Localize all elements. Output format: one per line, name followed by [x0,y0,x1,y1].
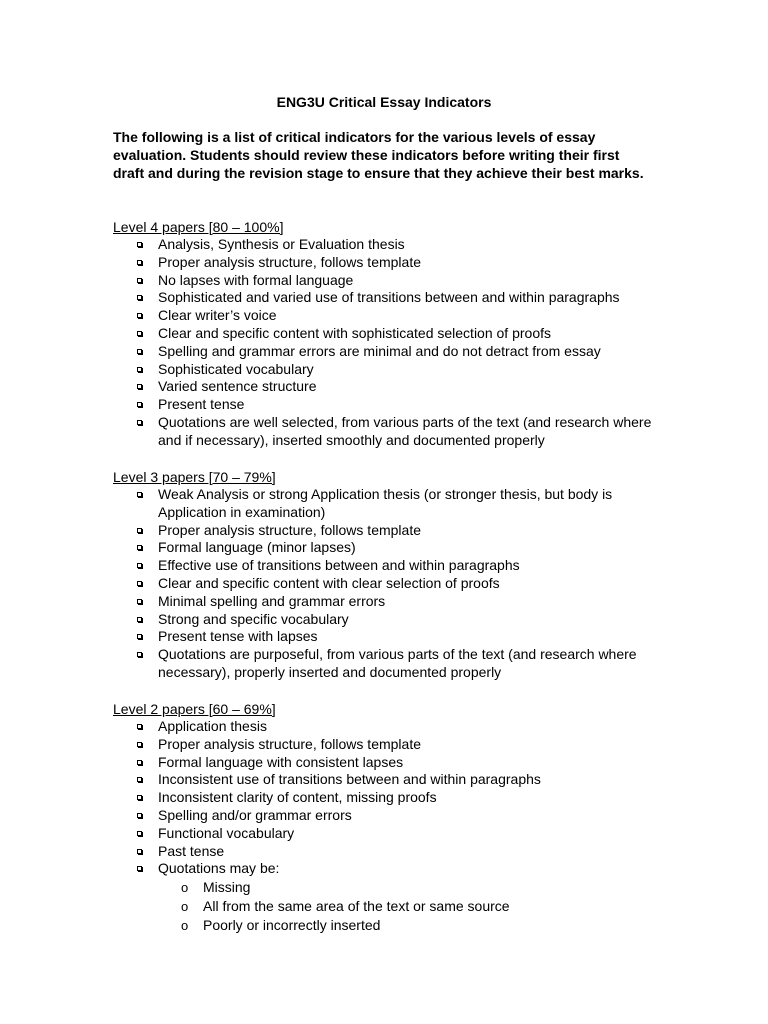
list-item: Inconsistent clarity of content, missing proofs [113,789,673,807]
list-item: Strong and specific vocabulary [113,611,673,629]
square-bullet-icon [137,866,142,871]
square-bullet-icon [137,581,142,586]
list-item: Analysis, Synthesis or Evaluation thesis [113,236,673,254]
list-item: Weak Analysis or strong Application thesis (or stronger thesis, but body is Application in examination) [113,486,673,522]
square-bullet-icon [137,849,142,854]
list-item: Quotations are purposeful, from various parts of the text (and research where necessary), properly inserted and documented properly [113,646,673,682]
intro-paragraph: The following is a list of critical indicators for the various levels of essay evaluation. Students should review these indicators before writing their first draft and during the revision stage to ensure that they achieve their best marks. [113,129,644,181]
square-bullet-icon [137,599,142,604]
list-item: Varied sentence structure [113,378,673,396]
indicator-list [113,486,673,682]
square-bullet-icon [137,313,142,318]
square-bullet-icon [137,760,142,765]
list-item: Present tense with lapses [113,628,673,646]
circle-bullet-icon: o [181,880,189,896]
list-item: Formal language with consistent lapses [113,754,673,772]
square-bullet-icon [137,634,142,639]
square-bullet-icon [137,402,142,407]
list-item: Proper analysis structure, follows template [113,522,673,540]
square-bullet-icon [137,384,142,389]
list-item: Past tense [113,843,673,861]
section-level-3 [113,468,673,682]
sub-list-item: o Missing [181,879,251,896]
list-item: No lapses with formal language [113,272,673,290]
sub-list-item: o Poorly or incorrectly inserted [181,917,381,934]
circle-bullet-icon: o [181,899,189,915]
list-item: Sophisticated vocabulary [113,361,673,379]
square-bullet-icon [137,349,142,354]
section-heading: Level 3 papers [70 – 79%] [113,469,276,485]
list-item: Proper analysis structure, follows template [113,736,673,754]
page-title: ENG3U Critical Essay Indicators [276,94,492,110]
square-bullet-icon [137,545,142,550]
square-bullet-icon [137,652,142,657]
list-item: Proper analysis structure, follows template [113,254,673,272]
square-bullet-icon [137,563,142,568]
square-bullet-icon [137,242,142,247]
square-bullet-icon [137,260,142,265]
list-item: Clear writer’s voice [113,307,673,325]
list-item: Inconsistent use of transitions between and within paragraphs [113,771,673,789]
square-bullet-icon [137,777,142,782]
square-bullet-icon [137,331,142,336]
square-bullet-icon [137,831,142,836]
list-item: Quotations are well selected, from various parts of the text (and research where and if necessary), inserted smoothly and documented properly [113,414,673,450]
square-bullet-icon [137,367,142,372]
square-bullet-icon [137,617,142,622]
list-item: Minimal spelling and grammar errors [113,593,673,611]
list-item: Spelling and/or grammar errors [113,807,673,825]
indicator-list [113,236,673,450]
square-bullet-icon [137,813,142,818]
list-item: Present tense [113,396,673,414]
square-bullet-icon [137,724,142,729]
indicator-list [113,718,673,935]
sub-list-item: o All from the same area of the text or same source [181,898,510,915]
circle-bullet-icon: o [181,918,189,934]
list-item: Clear and specific content with clear selection of proofs [113,575,673,593]
square-bullet-icon [137,528,142,533]
list-item: Spelling and grammar errors are minimal and do not detract from essay [113,343,673,361]
section-level-4 [113,218,673,450]
list-item: Effective use of transitions between and within paragraphs [113,557,673,575]
sub-list [158,878,673,935]
list-item: Application thesis [113,718,673,736]
section-heading: Level 2 papers [60 – 69%] [113,701,276,717]
square-bullet-icon [137,278,142,283]
square-bullet-icon [137,420,142,425]
list-item: Sophisticated and varied use of transitions between and within paragraphs [113,289,673,307]
square-bullet-icon [137,742,142,747]
square-bullet-icon [137,295,142,300]
section-level-2 [113,700,673,935]
section-heading: Level 4 papers [80 – 100%] [113,219,284,235]
list-item: Quotations may be: o Missing o All from the same area of the text or same source o Poorly or incorrectly inserted [113,860,673,935]
list-item: Functional vocabulary [113,825,673,843]
square-bullet-icon [137,795,142,800]
list-item: Formal language (minor lapses) [113,539,673,557]
square-bullet-icon [137,492,142,497]
list-item: Clear and specific content with sophisticated selection of proofs [113,325,673,343]
